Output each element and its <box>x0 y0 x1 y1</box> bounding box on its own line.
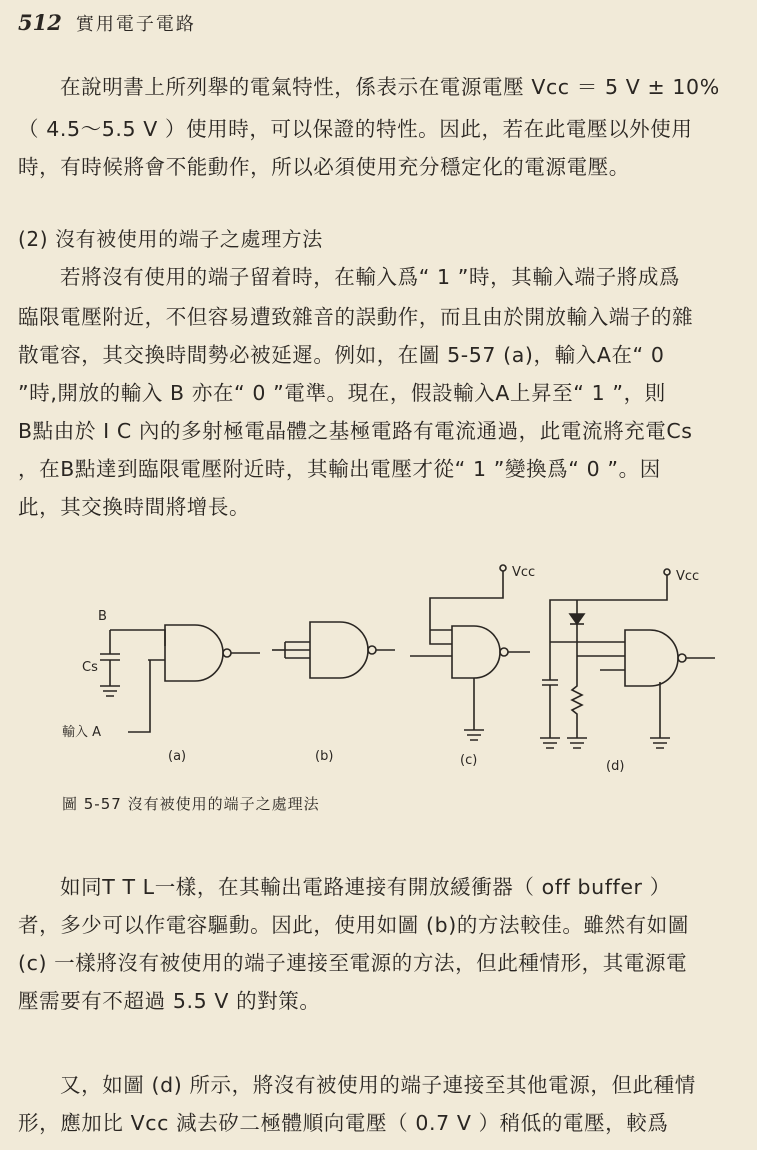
figure-5-57 <box>60 560 750 780</box>
paragraph-2-line-3: 散電容，其交換時間勢必被延遲。例如，在圖 5-57 (a)，輸入A在“ 0 <box>18 343 665 367</box>
ground-symbol <box>650 738 670 748</box>
circuit-c <box>410 565 535 768</box>
vcc-terminal <box>664 569 670 575</box>
paragraph-4-line-1: 又，如圖 (d) 所示，將沒有被使用的端子連接至其他電源，但此種情 <box>60 1073 696 1097</box>
label-sub-c: (c) <box>460 753 478 768</box>
nand-gate-b <box>310 622 368 678</box>
ground-symbol <box>464 730 484 740</box>
paragraph-3-line-3: (c) 一樣將沒有被使用的端子連接至電源的方法，但此種情形，其電源電 <box>18 951 688 975</box>
label-vcc-c: Vcc <box>512 565 536 580</box>
nand-gate-d <box>625 630 678 686</box>
paragraph-2-line-6: ，在B點達到臨限電壓附近時，其輸出電壓才從“ 1 ”變換爲“ 0 ”。因 <box>18 457 661 481</box>
paragraph-1-line-3: 時，有時候將會不能動作，所以必須使用充分穩定化的電源電壓。 <box>18 155 630 179</box>
circuit-a <box>60 609 260 764</box>
label-sub-d: (d) <box>606 759 625 774</box>
label-vcc-d: Vcc <box>676 569 700 584</box>
nand-bubble <box>223 649 231 657</box>
figure-caption: 圖 5-57 沒有被使用的端子之處理法 <box>62 795 320 813</box>
section-heading: (2) 沒有被使用的端子之處理方法 <box>18 227 323 251</box>
wire <box>550 575 667 628</box>
nand-gate-a <box>165 625 223 681</box>
nand-bubble <box>500 648 508 656</box>
circuit-diagram <box>60 560 750 780</box>
ground-symbol <box>100 686 120 696</box>
paragraph-2-line-1: 若將沒有使用的端子留着時，在輸入爲“ 1 ”時，其輸入端子將成爲 <box>60 265 681 289</box>
label-input-a: 輸入 A <box>62 725 102 740</box>
running-title: 實用電子電路 <box>75 14 196 35</box>
tied-inputs <box>285 642 310 658</box>
paragraph-2-line-5: B點由於 I C 內的多射極電晶體之基極電路有電流通過，此電流將充電Cs <box>18 419 693 443</box>
vcc-terminal <box>500 565 506 571</box>
label-b-node: B <box>98 609 107 624</box>
paragraph-3-line-2: 者，多少可以作電容驅動。因此，使用如圖 (b)的方法較佳。雖然有如圖 <box>18 913 689 937</box>
ground-symbol <box>567 738 587 748</box>
wire <box>128 660 150 732</box>
nand-bubble <box>368 646 376 654</box>
paragraph-1-line-2: （ 4.5～5.5 V ）使用時，可以保證的特性。因此，若在此電壓以外使用 <box>18 117 693 141</box>
nand-gate-c <box>452 626 500 678</box>
page-number: 512 <box>18 10 62 35</box>
paragraph-3-line-1: 如同T T L一樣，在其輸出電路連接有開放緩衝器（ off buffer ） <box>60 875 671 899</box>
capacitor <box>542 680 558 685</box>
resistor-icon <box>572 680 582 738</box>
paragraph-2-line-4: ”時,開放的輸入 B 亦在“ 0 ”電準。現在，假設輸入A上昇至“ 1 ”，則 <box>18 381 666 405</box>
paragraph-2-line-7: 此，其交換時間將增長。 <box>18 495 251 519</box>
paragraph-2-line-2: 臨限電壓附近，不但容易遭致雜音的誤動作，而且由於開放輸入端子的雜 <box>18 305 694 329</box>
page-header <box>18 10 196 40</box>
diode-icon <box>570 614 584 624</box>
circuit-d <box>540 569 715 774</box>
label-cs: Cs <box>82 660 98 675</box>
paragraph-3-line-4: 壓需要有不超過 5.5 V 的對策。 <box>18 989 321 1013</box>
label-sub-b: (b) <box>315 749 334 764</box>
capacitor-cs <box>100 654 120 660</box>
wire <box>110 630 165 646</box>
circuit-b <box>272 622 395 764</box>
label-sub-a: (a) <box>168 749 187 764</box>
paragraph-4-line-2: 形，應加比 Vcc 減去矽二極體順向電壓（ 0.7 V ）稍低的電壓，較爲 <box>18 1111 669 1135</box>
nand-bubble <box>678 654 686 662</box>
paragraph-1-line-1: 在說明書上所列舉的電氣特性，係表示在電源電壓 Vcc ＝ 5 V ± 10% <box>60 75 720 99</box>
ground-symbol <box>540 738 560 748</box>
